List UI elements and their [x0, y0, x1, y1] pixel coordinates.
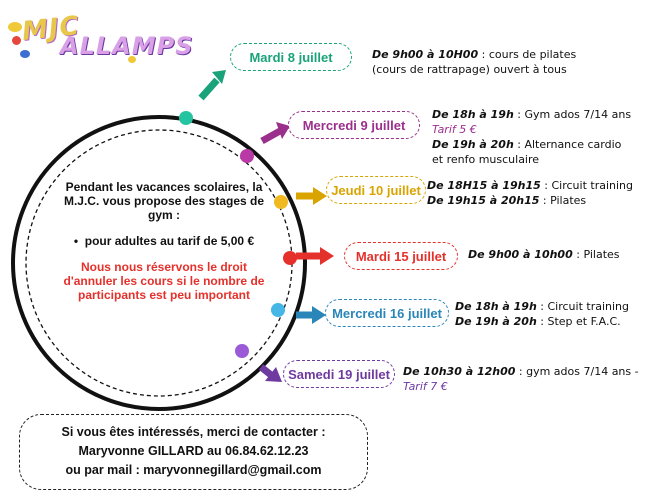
schedule-line	[455, 314, 629, 329]
schedule-activity: : Gym ados 7/14 ans	[513, 108, 632, 121]
schedule-day-6	[403, 364, 639, 394]
schedule-activity: : Alternance cardio	[513, 138, 622, 151]
day-label: Mercredi 9 juillet	[302, 117, 406, 133]
schedule-line	[403, 364, 639, 379]
schedule-time: De 9h00 à 10H00	[372, 48, 479, 61]
day-label: Mardi 15 juillet	[355, 248, 447, 264]
day-pill-2	[288, 111, 420, 139]
schedule-line	[432, 122, 631, 137]
arrow-day-2	[262, 122, 290, 141]
schedule-line	[432, 137, 631, 152]
day-label: Samedi 19 juillet	[288, 366, 390, 382]
schedule-day-3	[427, 178, 633, 208]
schedule-line	[427, 178, 633, 193]
schedule-day-5	[455, 299, 629, 329]
day-pill-6	[283, 360, 395, 388]
day-pill-4	[344, 242, 458, 270]
tarif-text: Tarif 5 €	[432, 123, 477, 136]
day-label: Mercredi 16 juillet	[332, 305, 442, 321]
schedule-time: De 9h00 à 10h00	[468, 248, 573, 261]
contact-box	[19, 414, 368, 490]
schedule-time: De 19h à 20h	[455, 315, 537, 328]
schedule-day-1	[372, 47, 576, 77]
arrow-day-6	[261, 367, 282, 382]
tarif-text: Tarif 7 €	[403, 380, 448, 393]
center-bullet-text: pour adultes au tarif de 5,00 €	[84, 234, 255, 248]
schedule-activity: : Step et F.A.C.	[536, 315, 621, 328]
dot-day-1	[179, 111, 193, 125]
schedule-day-2	[432, 107, 631, 167]
arrow-day-3	[296, 187, 327, 205]
contact-line-1: Si vous êtes intéressés, merci de contacter :	[61, 425, 326, 439]
schedule-line	[432, 107, 631, 122]
schedule-line	[427, 193, 633, 208]
dot-day-5	[271, 303, 285, 317]
center-warning: Nous nous réservons le droit d'annuler les cours si le nombre de participants est peu important	[63, 260, 265, 302]
day-label: Mardi 8 juillet	[249, 49, 333, 65]
schedule-activity: : Pilates	[572, 248, 620, 261]
schedule-time: De 18h à 19h	[455, 300, 537, 313]
schedule-time: De 18h à 19h	[432, 108, 514, 121]
dot-day-6	[235, 344, 249, 358]
center-bullet-item: • pour adultes au tarif de 5,00 €	[73, 234, 255, 248]
schedule-time: De 19h à 20h	[432, 138, 514, 151]
schedule-line	[455, 299, 629, 314]
contact-line-2: Maryvonne GILLARD au 06.84.62.12.23	[78, 444, 309, 458]
dot-day-4	[283, 251, 297, 265]
arrow-day-5	[296, 306, 326, 324]
schedule-line	[403, 379, 639, 394]
schedule-time: De 19h15 à 20h15	[427, 194, 540, 207]
schedule-line	[432, 152, 631, 167]
schedule-activity: (cours de rattrapage) ouvert à tous	[372, 63, 567, 76]
schedule-activity: : Pilates	[539, 194, 587, 207]
dot-day-2	[240, 149, 254, 163]
logo-mjc-text: MJC	[20, 11, 82, 47]
schedule-activity: : Circuit training	[540, 179, 633, 192]
schedule-time: De 10h30 à 12h00	[403, 365, 516, 378]
center-info	[56, 180, 272, 302]
day-pill-3	[326, 176, 426, 204]
day-pill-5	[325, 299, 449, 327]
schedule-line	[372, 62, 576, 77]
day-label: Jeudi 10 juillet	[331, 182, 421, 198]
schedule-time: De 18H15 à 19h15	[427, 179, 541, 192]
arrow-day-1	[201, 70, 226, 98]
logo-allamps-text: ALLAMPS	[60, 32, 194, 60]
dot-day-3	[274, 195, 288, 209]
schedule-day-4	[468, 247, 620, 262]
schedule-activity: : gym ados 7/14 ans -	[515, 365, 639, 378]
contact-line-3: ou par mail : maryvonnegillard@gmail.com	[65, 463, 322, 477]
schedule-activity: : cours de pilates	[478, 48, 577, 61]
schedule-activity: et renfo musculaire	[432, 153, 540, 166]
schedule-activity: : Circuit training	[536, 300, 629, 313]
schedule-line	[372, 47, 576, 62]
schedule-line	[468, 247, 620, 262]
day-pill-1	[230, 43, 352, 71]
center-intro: Pendant les vacances scolaires, la M.J.C. vous propose des stages de gym :	[63, 180, 265, 222]
arrow-day-4	[296, 247, 334, 265]
